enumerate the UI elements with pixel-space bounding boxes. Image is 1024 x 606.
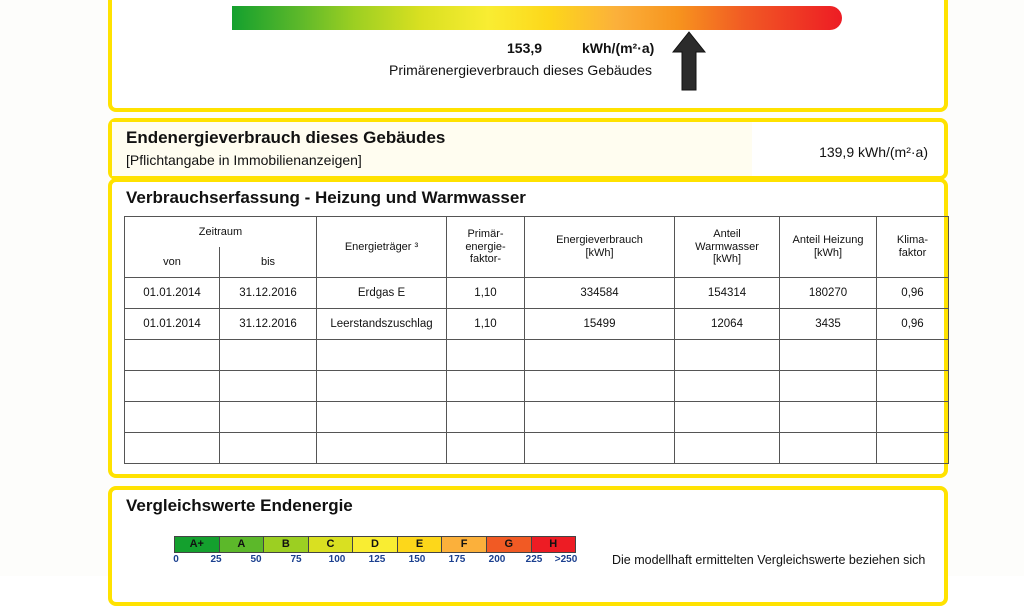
col-header-klimafaktor — [877, 217, 949, 278]
class-f: F — [442, 537, 487, 552]
cell-von — [125, 340, 220, 371]
cell-warmwasser — [675, 402, 780, 433]
table-row — [125, 340, 949, 371]
cell-bis: 31.12.2016 — [220, 278, 317, 309]
cell-heizung — [780, 340, 877, 371]
class-a-plus: A+ — [175, 537, 220, 552]
energieverbrauch-line2: [kWh] — [585, 247, 614, 259]
end-energy-subtitle: [Pflichtangabe in Immobilienanzeigen] — [126, 152, 362, 168]
consumption-table-title: Verbrauchserfassung - Heizung und Warmwasser — [126, 188, 526, 207]
primary-energy-scale — [232, 0, 842, 32]
table-row — [125, 371, 949, 402]
cell-primaerfaktor — [447, 402, 525, 433]
primary-scale-ticks — [232, 0, 842, 2]
cell-primaerfaktor: 1,10 — [447, 278, 525, 309]
class-c: C — [309, 537, 354, 552]
col-header-zeitraum: Zeitraum — [125, 217, 317, 248]
consumption-table-body — [125, 278, 949, 464]
col-header-primaerfaktor — [447, 217, 525, 278]
arrow-up-icon — [672, 30, 706, 92]
table-row — [125, 433, 949, 464]
cell-bis — [220, 371, 317, 402]
cell-klimafaktor — [877, 402, 949, 433]
primaerfaktor-line2: energie- — [465, 240, 506, 253]
cell-energietraeger — [317, 433, 447, 464]
cell-bis — [220, 340, 317, 371]
cell-klimafaktor — [877, 371, 949, 402]
end-energy-panel — [108, 118, 948, 180]
primaerfaktor-line3: faktor- — [469, 253, 502, 266]
cell-heizung — [780, 371, 877, 402]
cell-energietraeger: Erdgas E — [317, 278, 447, 309]
class-b: B — [264, 537, 309, 552]
class-g: G — [487, 537, 532, 552]
primaerfaktor-line1: Primär- — [467, 228, 504, 241]
cell-primaerfaktor — [447, 433, 525, 464]
comparison-description: Die modellhaft ermittelten Vergleichswerte beziehen sich — [612, 553, 926, 567]
col-header-anteil-heizung — [780, 217, 877, 278]
cell-energietraeger — [317, 340, 447, 371]
consumption-table — [124, 216, 949, 464]
cell-warmwasser: 154314 — [675, 278, 780, 309]
warmwasser-line3: [kWh] — [712, 253, 742, 266]
cell-heizung — [780, 433, 877, 464]
cell-bis — [220, 433, 317, 464]
warmwasser-line2: Warmwasser — [695, 240, 759, 253]
warmwasser-line1: Anteil — [713, 228, 741, 241]
cell-klimafaktor: 0,96 — [877, 278, 949, 309]
cell-bis: 31.12.2016 — [220, 309, 317, 340]
col-header-energieverbrauch — [525, 217, 675, 278]
cell-heizung — [780, 402, 877, 433]
cell-heizung: 3435 — [780, 309, 877, 340]
primary-energy-unit: kWh/(m²·a) — [582, 40, 655, 56]
cmp-tick: 225 — [525, 554, 543, 565]
cmp-tick: 25 — [210, 554, 222, 565]
primary-energy-value: 153,9 — [507, 40, 543, 56]
cell-von — [125, 433, 220, 464]
col-header-von: von — [125, 247, 220, 278]
cmp-tick: 125 — [368, 554, 386, 565]
heizung-line1: Anteil Heizung — [792, 234, 864, 247]
cmp-tick: >250 — [554, 554, 578, 565]
primary-energy-gradient-bar — [232, 6, 842, 30]
cell-klimafaktor — [877, 340, 949, 371]
comparison-scale — [174, 536, 576, 568]
class-a: A — [220, 537, 265, 552]
cell-heizung: 180270 — [780, 278, 877, 309]
cmp-tick: 200 — [488, 554, 506, 565]
comparison-scale-ticks — [174, 554, 576, 568]
cmp-tick: 175 — [448, 554, 466, 565]
cmp-tick: 50 — [250, 554, 262, 565]
cell-energieverbrauch: 15499 — [525, 309, 675, 340]
cell-warmwasser — [675, 371, 780, 402]
table-header-row — [125, 217, 949, 248]
klimafaktor-line2: faktor — [898, 247, 927, 259]
end-energy-value: 139,9 kWh/(m²·a) — [819, 144, 928, 160]
cell-von: 01.01.2014 — [125, 309, 220, 340]
energieverbrauch-line1: Energieverbrauch — [556, 234, 643, 247]
klimafaktor-line1: Klima- — [896, 234, 929, 247]
cell-energieverbrauch — [525, 371, 675, 402]
cell-bis — [220, 402, 317, 433]
cmp-tick: 150 — [408, 554, 426, 565]
comparison-title: Vergleichswerte Endenergie — [126, 496, 353, 515]
cell-energietraeger: Leerstandszuschlag — [317, 309, 447, 340]
cell-energietraeger — [317, 371, 447, 402]
cell-primaerfaktor — [447, 340, 525, 371]
cell-energieverbrauch — [525, 340, 675, 371]
cell-warmwasser — [675, 340, 780, 371]
cell-primaerfaktor — [447, 371, 525, 402]
col-header-energietraeger: Energieträger ³ — [317, 217, 447, 278]
cell-von — [125, 371, 220, 402]
comparison-values-panel — [108, 486, 948, 606]
cell-warmwasser: 12064 — [675, 309, 780, 340]
primary-energy-panel — [108, 0, 948, 112]
cell-energieverbrauch — [525, 402, 675, 433]
cmp-tick: 0 — [173, 554, 179, 565]
class-d: D — [353, 537, 398, 552]
cell-primaerfaktor: 1,10 — [447, 309, 525, 340]
cell-energietraeger — [317, 402, 447, 433]
table-row — [125, 309, 949, 340]
cell-warmwasser — [675, 433, 780, 464]
consumption-table-panel — [108, 178, 948, 478]
table-row — [125, 278, 949, 309]
heizung-line2: [kWh] — [813, 247, 843, 259]
cell-energieverbrauch: 334584 — [525, 278, 675, 309]
cell-klimafaktor — [877, 433, 949, 464]
cell-von: 01.01.2014 — [125, 278, 220, 309]
cell-klimafaktor: 0,96 — [877, 309, 949, 340]
class-e: E — [398, 537, 443, 552]
col-header-bis: bis — [220, 247, 317, 278]
table-row — [125, 402, 949, 433]
cmp-tick: 100 — [328, 554, 346, 565]
end-energy-title: Endenergieverbrauch dieses Gebäudes — [126, 128, 446, 147]
col-header-anteil-warmwasser — [675, 217, 780, 278]
comparison-class-bar — [174, 536, 576, 553]
cmp-tick: 75 — [290, 554, 302, 565]
cell-energieverbrauch — [525, 433, 675, 464]
primary-energy-caption: Primärenergieverbrauch dieses Gebäudes — [389, 62, 653, 78]
cell-von — [125, 402, 220, 433]
class-h: H — [532, 537, 576, 552]
